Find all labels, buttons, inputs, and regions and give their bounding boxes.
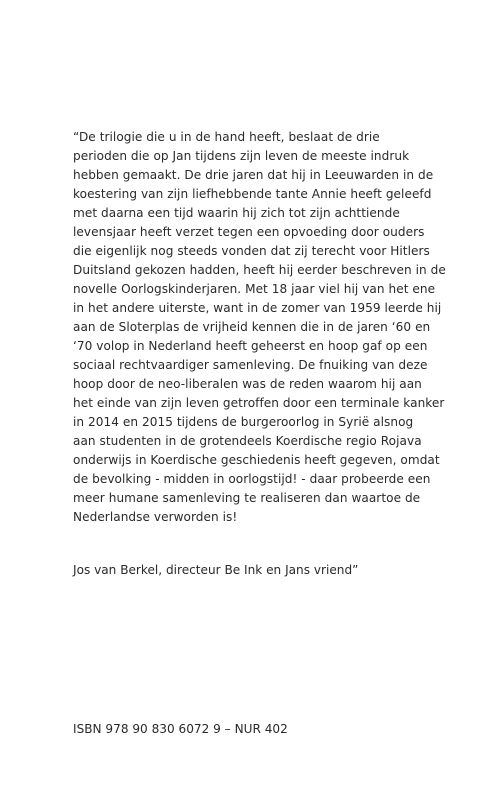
quote-paragraph	[73, 128, 446, 527]
quote-line: meer humane samenleving te realiseren dan waartoe de	[73, 491, 421, 505]
quote-line: de bevolking - midden in oorlogstijd! - daar probeerde een	[73, 472, 431, 486]
quote-line: aan de Sloterplas de vrijheid kennen die in de jaren ‘60 en	[73, 320, 431, 334]
quote-line: onderwijs in Koerdische geschiedenis heeft gegeven, omdat	[73, 453, 440, 467]
quote-line: novelle Oorlogskinderjaren. Met 18 jaar viel hij van het ene	[73, 282, 436, 296]
quote-line: die eigenlijk nog steeds vonden dat zij terecht voor Hitlers	[73, 244, 430, 258]
quote-line: hoop door de neo-liberalen was de reden waarom hij aan	[73, 377, 422, 391]
quote-line: in het andere uiterste, want in de zomer van 1959 leerde hij	[73, 301, 442, 315]
quote-line: sociaal rechtvaardiger samenleving. De fnuiking van deze	[73, 358, 428, 372]
quote-line: levensjaar heeft verzet tegen een opvoeding door ouders	[73, 225, 425, 239]
quote-line: Duitsland gekozen hadden, heeft hij eerder beschreven in de	[73, 263, 446, 277]
quote-line: ‘70 volop in Nederland heeft geheerst en hoop gaf op een	[73, 339, 428, 353]
quote-line: perioden die op Jan tijdens zijn leven de meeste indruk	[73, 149, 410, 163]
isbn-line: ISBN 978 90 830 6072 9 – NUR 402	[73, 722, 288, 736]
quote-line: met daarna een tijd waarin hij zich tot zijn achttiende	[73, 206, 400, 220]
quote-line: het einde van zijn leven getroffen door een terminale kanker	[73, 396, 445, 410]
quote-line: Nederlandse verworden is!	[73, 510, 238, 524]
quote-line: “De trilogie die u in de hand heeft, beslaat de drie	[73, 130, 380, 144]
quote-line: koestering van zijn liefhebbende tante Annie heeft geleefd	[73, 187, 432, 201]
quote-line: in 2014 en 2015 tijdens de burgeroorlog in Syriё alsnog	[73, 415, 414, 429]
quote-line: aan studenten in de grotendeels Koerdische regio Rojava	[73, 434, 422, 448]
quote-line: hebben gemaakt. De drie jaren dat hij in Leeuwarden in de	[73, 168, 434, 182]
quote-attribution: Jos van Berkel, directeur Be Ink en Jans vriend”	[73, 563, 359, 577]
